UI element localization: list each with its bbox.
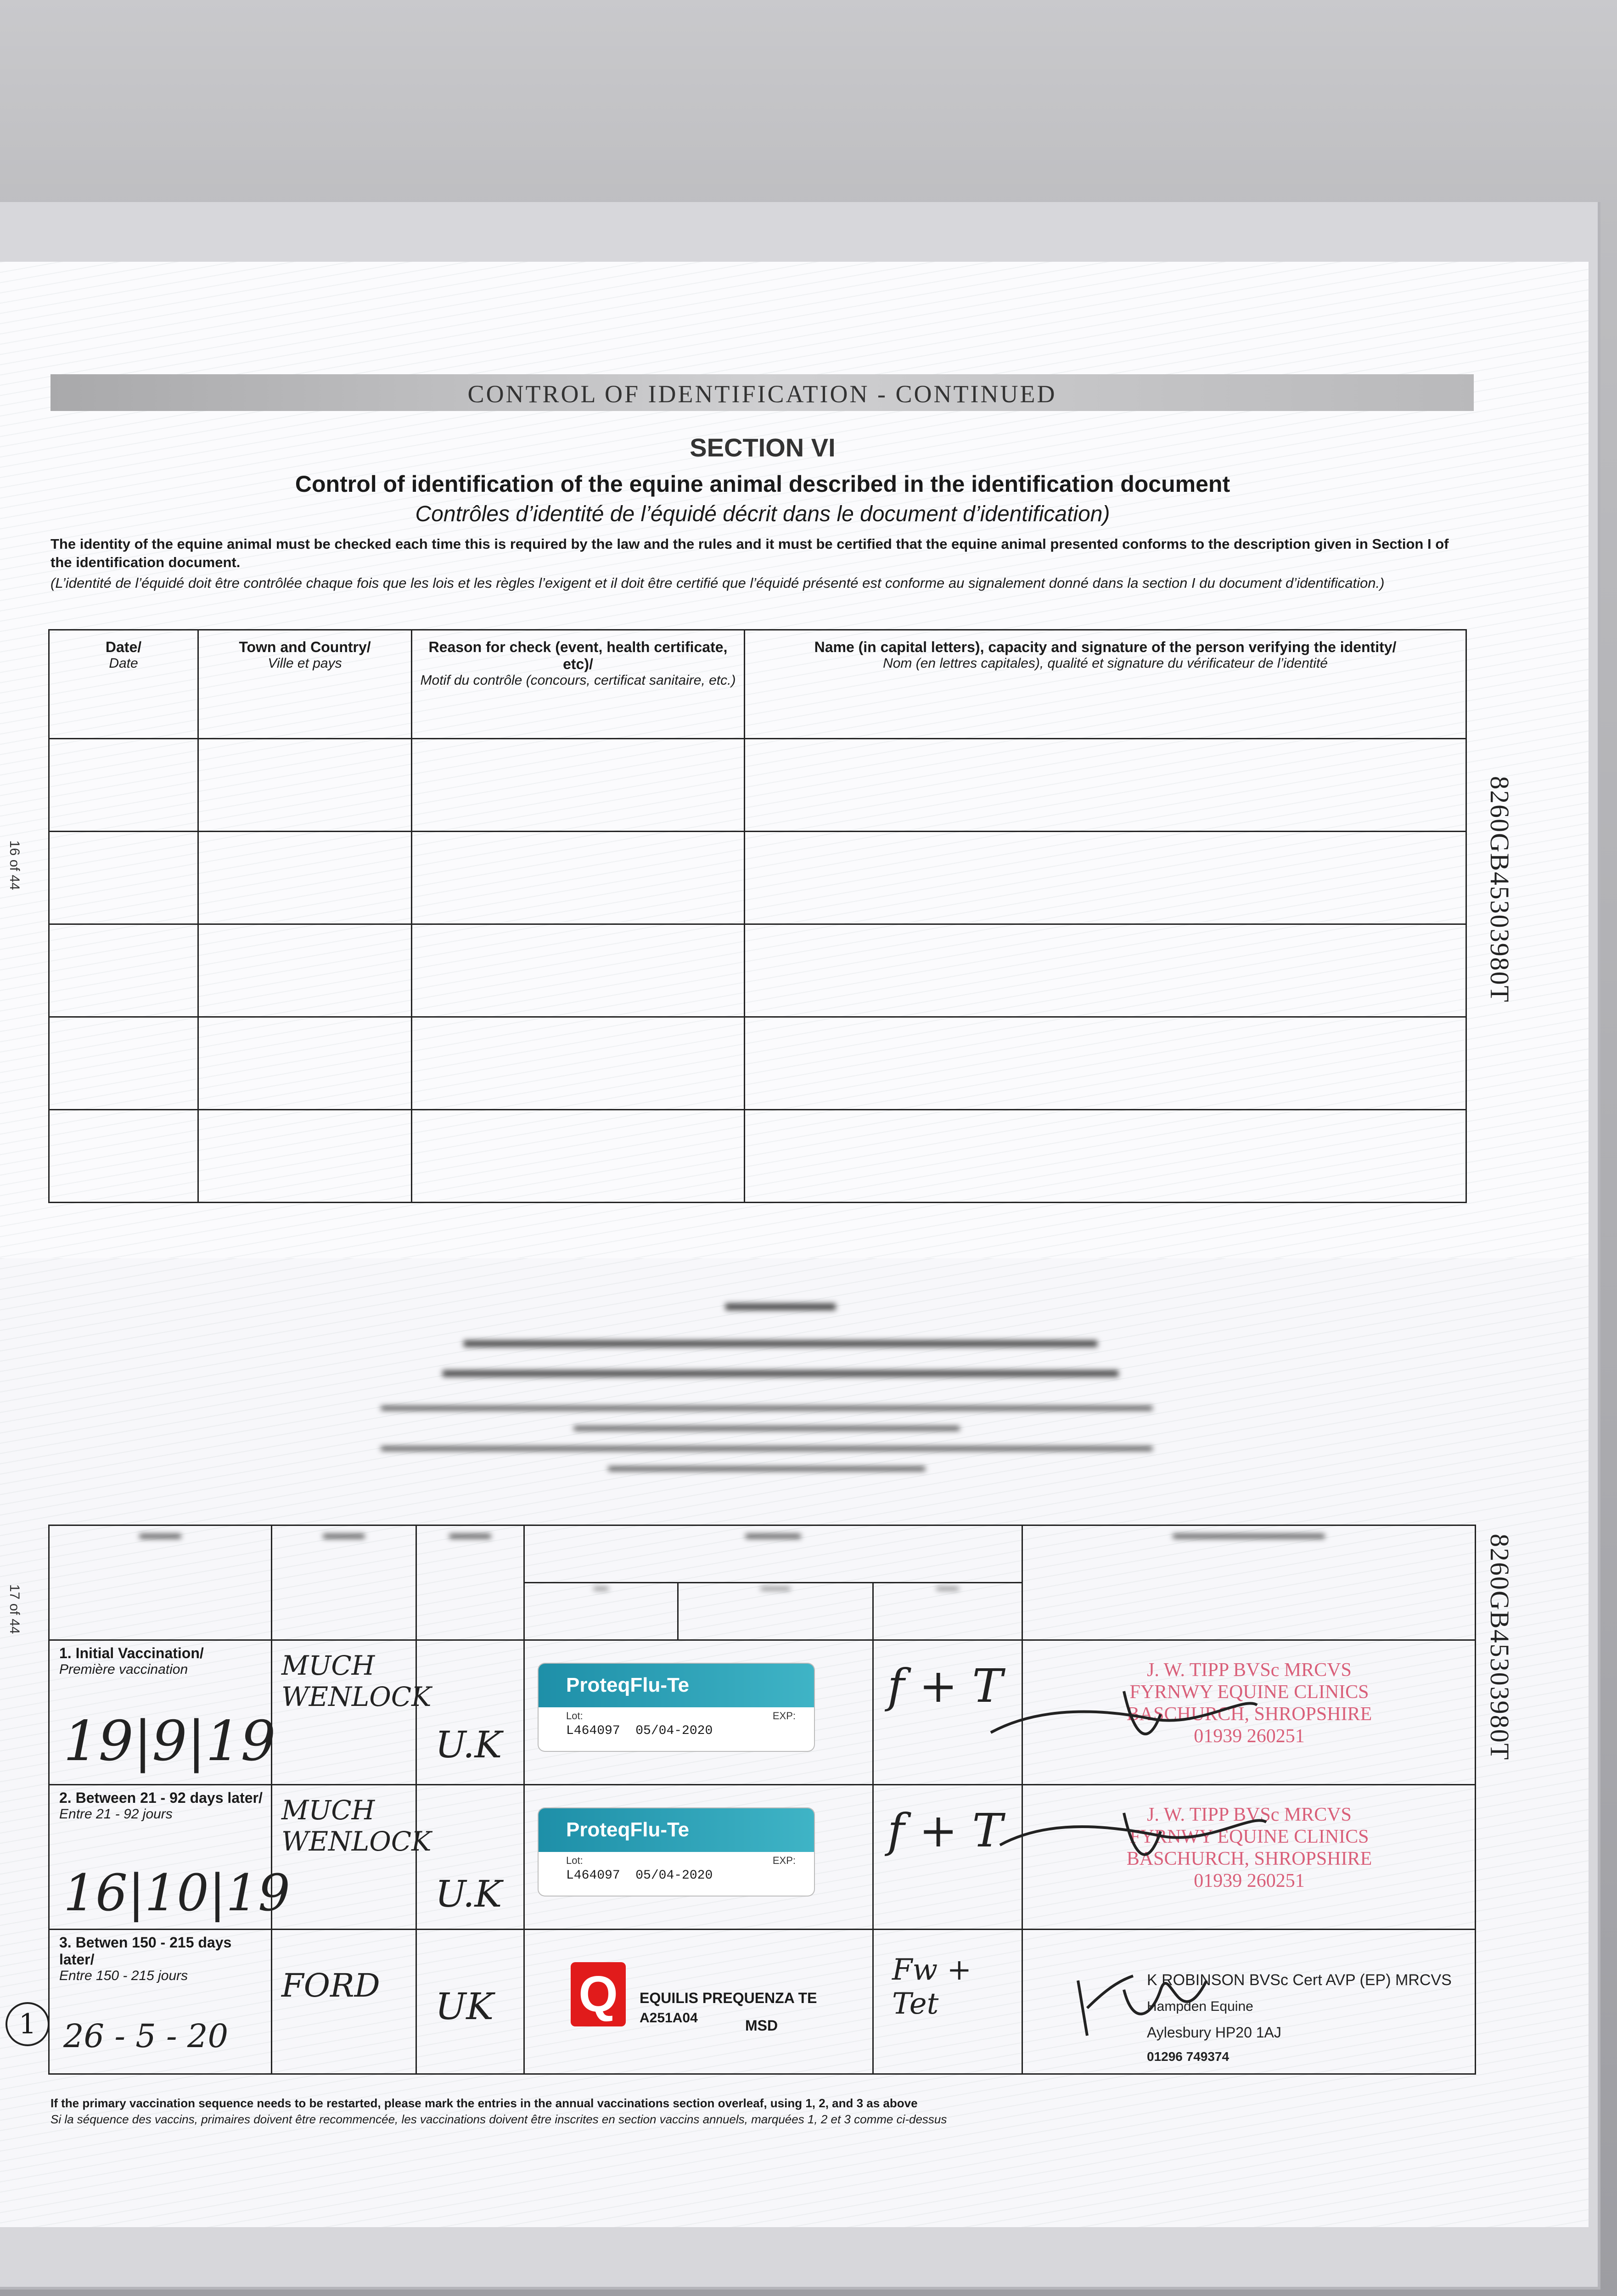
stage-label-fr: Première vaccination	[59, 1662, 188, 1677]
intro-french: (L’identité de l’équidé doit être contrôlée chaque fois que les lois et les règles l’exigent et il doit être certifié que l’équidé présenté est conforme au signalement donné dans la section I du document d’identification.)	[51, 575, 1385, 591]
batch-number: L464097	[566, 1868, 620, 1883]
vet-signature	[986, 1677, 1262, 1769]
table-row	[49, 1785, 1476, 1930]
expiry-date: 05/04-2020	[635, 1724, 713, 1738]
vaccine-cell[interactable]	[524, 1785, 873, 1930]
footer-english: If the primary vaccination sequence needs to be restarted, please mark the entries in the annual vaccinations section overleaf, using 1, 2, and 3 as above	[51, 2096, 918, 2110]
blurred-subtitle: ▬▬▬▬▬▬▬▬▬▬▬▬▬▬▬▬▬▬▬▬▬▬▬▬▬▬▬▬▬▬▬▬	[443, 1357, 1118, 1381]
town-cell[interactable]	[198, 739, 412, 832]
reason-cell[interactable]	[412, 1017, 745, 1110]
practice-stamp: J. W. TIPP BVSc MRCVS FYRNWY EQUINE CLINICS BASCHURCH, SHROPSHIRE 01939 260251	[1126, 1660, 1372, 1747]
title-english: Control of identification of the equine animal described in the identification document	[295, 471, 1230, 497]
town-cell[interactable]	[198, 1017, 412, 1110]
passport-id: 8260GB45303980T	[1485, 1534, 1515, 1761]
vaccine-cell[interactable]	[524, 1930, 873, 2074]
page-number: 16 of 44	[7, 840, 22, 890]
handwritten-date: 16|10|19	[63, 1863, 291, 1922]
reason-cell[interactable]	[412, 739, 745, 832]
reason-cell[interactable]	[412, 924, 745, 1017]
vet-signature	[1069, 1962, 1243, 2054]
section-title: SECTION VI	[690, 433, 836, 462]
vet-cell[interactable]	[1022, 1785, 1476, 1930]
vaccination-table	[48, 1525, 1476, 2075]
handwritten-disease: f + T	[887, 1659, 1003, 1713]
column-header-name: ▬▬	[524, 1583, 678, 1640]
town-cell[interactable]	[198, 1110, 412, 1203]
stage-label-fr: Entre 21 - 92 jours	[59, 1806, 173, 1822]
column-header-batch: ▬▬▬▬	[678, 1583, 873, 1640]
country-cell[interactable]	[416, 1640, 524, 1785]
stage-cell[interactable]	[49, 1930, 272, 2074]
practice-stamp: J. W. TIPP BVSc MRCVS FYRNWY EQUINE CLINICS BASCHURCH, SHROPSHIRE 01939 260251	[1126, 1804, 1372, 1891]
table-row	[49, 832, 1466, 924]
handwritten-place: MUCH WENLOCK	[281, 1650, 432, 1712]
date-cell[interactable]	[49, 924, 198, 1017]
vet-stamp-line: 01296 749374	[1147, 2049, 1230, 2064]
table-row	[49, 739, 1466, 832]
handwritten-country: UK	[435, 1985, 494, 2028]
manufacturer-logo: MSD	[745, 2017, 778, 2034]
column-header-verifier: Name (in capital letters), capacity and signature of the person verifying the identity/ Nom (en lettres capitales), qualité et signature du vérificateur de l’identité	[745, 630, 1466, 739]
footer-french: Si la séquence des vaccins, primaires doivent être recommencée, les vaccinations doivent être inscrites en section vaccins annuels, marquées 1, 2 et 3 comme ci-dessus	[51, 2112, 947, 2126]
column-header-disease: ▬▬▬	[873, 1583, 1022, 1640]
verifier-cell[interactable]	[745, 1110, 1466, 1203]
date-cell[interactable]	[49, 1110, 198, 1203]
title-french: Contrôles d’identité de l’équidé décrit dans le document d’identification)	[415, 502, 1110, 526]
verifier-cell[interactable]	[745, 1017, 1466, 1110]
stage-cell[interactable]	[49, 1640, 276, 1785]
column-header-vet: ▬▬▬▬▬▬▬▬▬▬▬	[1022, 1525, 1476, 1640]
handwritten-country: U.K	[435, 1723, 502, 1766]
passport-id: 8260GB45303980T	[1485, 776, 1515, 1003]
town-cell[interactable]	[198, 832, 412, 924]
table-row	[49, 1017, 1466, 1110]
country-cell[interactable]	[416, 1930, 524, 2074]
handwritten-disease: f + T	[887, 1804, 1003, 1857]
table-header-row	[49, 630, 1466, 739]
batch-number: A251A04	[640, 2010, 698, 2026]
table-row	[49, 924, 1466, 1017]
section-vi-page	[0, 262, 1589, 1258]
circled-number: 1	[6, 2002, 50, 2046]
handwritten-place: MUCH WENLOCK	[281, 1795, 432, 1857]
place-cell[interactable]	[272, 1640, 432, 1785]
handwritten-place: FORD	[281, 1967, 380, 2004]
vet-stamp-line: Hampden Equine	[1147, 1999, 1253, 2014]
page-banner	[51, 374, 1474, 411]
column-header-country: ▬▬▬	[416, 1525, 524, 1640]
date-cell[interactable]	[49, 1017, 198, 1110]
stage-cell[interactable]	[49, 1785, 291, 1930]
column-header-place: ▬▬▬	[272, 1525, 416, 1640]
place-cell[interactable]	[272, 1930, 416, 2074]
blurred-title: ▬▬▬▬▬▬▬▬▬▬▬▬▬▬▬▬▬▬▬▬▬▬▬▬▬▬▬▬▬▬	[464, 1328, 1097, 1351]
disease-cell[interactable]	[873, 1930, 1022, 2074]
table-row	[49, 1930, 1476, 2074]
stage-label: 1. Initial Vaccination/	[59, 1645, 204, 1661]
vaccine-name: EQUILIS PREQUENZA TE	[640, 1990, 817, 2006]
country-cell[interactable]	[416, 1785, 524, 1930]
column-header-date: ▬▬▬	[49, 1525, 272, 1640]
column-header-town: Town and Country/ Ville et pays	[198, 630, 412, 739]
stage-label: 3. Betwen 150 - 215 days later/	[59, 1934, 232, 1968]
column-header-reason: Reason for check (event, health certificate, etc)/ Motif du contrôle (concours, certificat sanitaire, etc.)	[412, 630, 745, 739]
vaccination-page	[0, 1258, 1589, 2227]
date-cell[interactable]	[49, 832, 198, 924]
stage-label: 2. Between 21 - 92 days later/	[59, 1790, 263, 1806]
vaccine-name: ProteqFlu-Te	[539, 1664, 814, 1707]
page-number: 17 of 44	[7, 1584, 22, 1634]
stage-label-fr: Entre 150 - 215 jours	[59, 1968, 188, 1983]
vet-stamp-line: K ROBINSON BVSc Cert AVP (EP) MRCVS	[1147, 1971, 1452, 1989]
table-row	[49, 1110, 1466, 1203]
verifier-cell[interactable]	[745, 739, 1466, 832]
date-cell[interactable]	[49, 739, 198, 832]
verifier-cell[interactable]	[745, 832, 1466, 924]
banner-text: CONTROL OF IDENTIFICATION - CONTINUED	[467, 380, 1057, 408]
handwritten-country: U.K	[435, 1873, 502, 1915]
handwritten-disease: Fw + Tet	[892, 1953, 972, 2021]
vaccine-name: ProteqFlu-Te	[539, 1808, 814, 1852]
vaccine-sticker: ProteqFlu-Te Lot: EXP: L464097 05/04-2020	[539, 1808, 814, 1896]
vet-cell[interactable]	[1022, 1930, 1476, 2074]
verifier-cell[interactable]	[745, 924, 1466, 1017]
reason-cell[interactable]	[412, 1110, 745, 1203]
vaccine-sticker: ProteqFlu-Te Lot: EXP: L464097 05/04-2020	[539, 1664, 814, 1751]
vet-signature	[995, 1799, 1271, 1891]
town-cell[interactable]	[198, 924, 412, 1017]
vet-cell[interactable]	[1022, 1640, 1476, 1785]
identity-check-table	[48, 629, 1467, 1203]
vet-stamp-line: Aylesbury HP20 1AJ	[1147, 2024, 1281, 2041]
reason-cell[interactable]	[412, 832, 745, 924]
column-header-vaccine: ▬▬▬▬	[524, 1525, 1022, 1583]
q-logo: Q	[571, 1962, 626, 2026]
place-cell[interactable]	[272, 1785, 432, 1930]
batch-number: L464097	[566, 1724, 620, 1738]
handwritten-date: 19|9|19	[63, 1710, 276, 1773]
blurred-section-heading: ▬▬▬▬▬	[719, 1291, 842, 1315]
intro-english: The identity of the equine animal must be checked each time this is required by the law and the rules and it must be certified that the equine animal presented conforms to the description given in Section I of the identification document.	[51, 536, 1449, 570]
table-header-row	[49, 1525, 1476, 1583]
table-row	[49, 1640, 1476, 1785]
handwritten-date: 26 - 5 - 20	[63, 2017, 228, 2055]
vaccine-cell[interactable]	[524, 1640, 873, 1785]
blurred-instructions: ▬▬▬▬▬▬▬▬▬▬▬▬▬▬▬▬▬▬▬▬▬▬▬▬▬▬▬▬▬▬▬▬▬▬▬▬▬▬▬▬▬▬▬▬▬▬▬▬▬▬▬▬▬▬▬▬ ▬▬▬▬▬▬▬▬▬▬▬▬▬▬▬▬▬▬▬▬▬▬▬▬▬▬▬▬ ▬▬▬▬▬▬▬▬▬▬▬▬▬▬▬▬▬▬▬▬▬▬▬▬▬▬▬▬▬▬▬▬▬▬▬▬▬▬▬▬▬▬▬▬▬▬▬▬▬▬▬▬▬▬▬▬ ▬▬▬▬▬▬▬▬▬▬▬▬▬▬▬▬▬▬▬▬▬▬▬	[381, 1398, 1152, 1474]
column-header-date: Date/ Date	[49, 630, 198, 739]
expiry-date: 05/04-2020	[635, 1868, 713, 1883]
